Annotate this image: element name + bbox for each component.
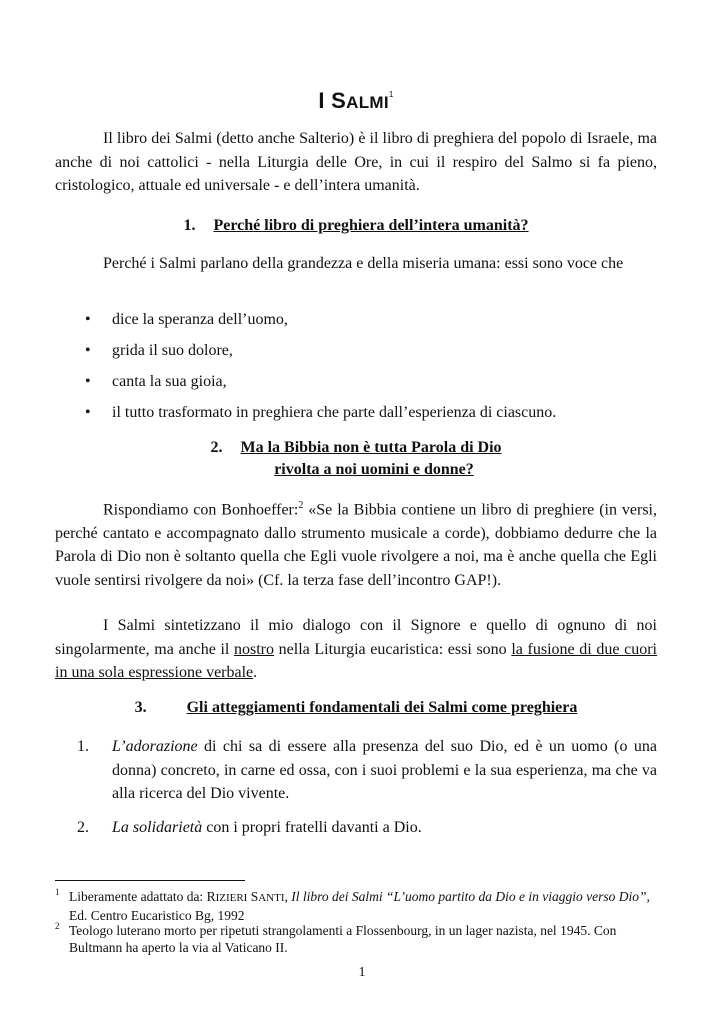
section2-number: 2. [210, 439, 223, 456]
section2-heading-line1 [55, 437, 657, 459]
p1-before: Rispondiamo con Bonhoeffer: [103, 501, 299, 519]
footnote-1 [55, 888, 657, 924]
section3-heading [55, 697, 657, 719]
page-title [55, 88, 657, 114]
bullet-text: il tutto trasformato in preghiera che parte dall’esperienza di ciascuno. [112, 404, 557, 421]
title-first: I [318, 88, 325, 113]
footnote-1-mark: 1 [55, 887, 60, 897]
fn1-em: Il libro dei Salmi “L’uomo partito da Dio e in viaggio verso Dio”, [291, 889, 650, 904]
item-text: con i propri fratelli davanti a Dio. [202, 818, 422, 836]
footnote-2-mark: 2 [55, 921, 60, 931]
p2-end: . [253, 664, 258, 681]
fn1-anti: ANTI [258, 892, 285, 904]
list-item [55, 308, 657, 339]
section2-paragraph-2 [55, 614, 657, 685]
list-item [55, 370, 657, 401]
section1-number: 1. [183, 217, 196, 234]
item-text: di chi sa di essere alla presenza del suo Dio, ed è un uomo (o una donna) concreto, in carne ed ossa, con i suoi problemi e la sua esperienza, ma che va alla ricerca del Dio vivente. [112, 738, 657, 802]
section2-heading-line2 [55, 459, 657, 481]
title-rest: ALMI [346, 93, 389, 112]
p2-a: I Salmi sintetizzano il mio dialogo con il Signore e quello di ognuno di noi singolarmente, ma anche il [55, 617, 657, 658]
section2-title-line2: rivolta a noi uomini e donne? [274, 461, 474, 478]
section1-bullet-list [55, 308, 657, 432]
title-s: S [331, 88, 347, 113]
section3-number: 3. [134, 699, 147, 716]
section2-heading [55, 437, 657, 481]
p2-nostro: nostro [234, 640, 274, 658]
section2-paragraph-1 [55, 494, 657, 592]
fn1-comma: , [284, 889, 292, 904]
item-emphasis: La solidarietà [112, 818, 203, 836]
page-number: 1 [358, 965, 366, 980]
fn1-s: S [247, 889, 259, 904]
bullet-icon: • [85, 404, 91, 421]
item-number: 1. [77, 738, 89, 755]
list-item [55, 816, 657, 840]
footnote-2-body: Teologo luterano morto per ripetuti strangolamenti a Flossenbourg, in un lager nazista, nel 1945. Con Bultmann ha aperto la via al Vaticano II. [69, 923, 617, 955]
title-footnote-ref: 1 [388, 90, 394, 99]
item-emphasis: L’adorazione [112, 738, 198, 755]
footnote-2 [55, 922, 657, 956]
list-item [55, 339, 657, 370]
fn1-b: Ed. Centro Eucaristico Bg, 1992 [69, 908, 245, 923]
bullet-text: grida il suo dolore, [112, 342, 233, 359]
bullet-icon: • [85, 342, 91, 359]
section1-paragraph: Perché i Salmi parlano della grandezza e della miseria umana: essi sono voce che [103, 255, 624, 272]
section1-title: Perché libro di preghiera dell’intera umanità? [213, 217, 529, 234]
p1-after: «Se la Bibbia contiene un libro di preghiere (in versi, perché cantato e accompagnato dallo strumento musicale a corde), dobbiamo dedurre che la Parola di Dio non è soltanto quella che Egli vuole rivolgere a noi, ma è anche quella che Egli vuole sentirsi rivolgere da noi» (Cf. la terza fase dell’incontro GAP!). [55, 501, 658, 589]
bullet-icon: • [85, 311, 91, 328]
fn1-izieri: IZIERI [215, 892, 248, 904]
bullet-text: canta la sua gioia, [112, 373, 227, 390]
fn1-r: R [206, 889, 216, 904]
bullet-icon: • [85, 373, 91, 390]
p2-fusion: la fusione di due cuori in una sola espressione verbale [55, 640, 658, 681]
footnote-1-body [55, 888, 657, 924]
list-item [55, 735, 657, 806]
p2-b: nella Liturgia eucaristica: essi sono [274, 640, 512, 658]
section3-title: Gli atteggiamenti fondamentali dei Salmi come preghiera [186, 699, 578, 716]
footnote-ref-2: 2 [298, 500, 304, 511]
intro-paragraph: Il libro dei Salmi (detto anche Salterio) è il libro di preghiera del popolo di Israele, ma anche di noi cattolici - nella Liturgia delle Ore, in cui il respiro del Salmo si fa pieno, cristologico, attuale ed universale - e dell’intera umanità. [55, 130, 657, 194]
footnote-divider [55, 880, 245, 881]
item-number: 2. [77, 818, 89, 836]
section2-title-line1: Ma la Bibbia non è tutta Parola di Dio [240, 439, 502, 456]
section1-heading [55, 215, 657, 237]
list-item [55, 401, 657, 432]
section3-numbered-list [55, 735, 657, 839]
fn1-a: Liberamente adattato da: [69, 889, 207, 904]
bullet-text: dice la speranza dell’uomo, [112, 311, 288, 328]
